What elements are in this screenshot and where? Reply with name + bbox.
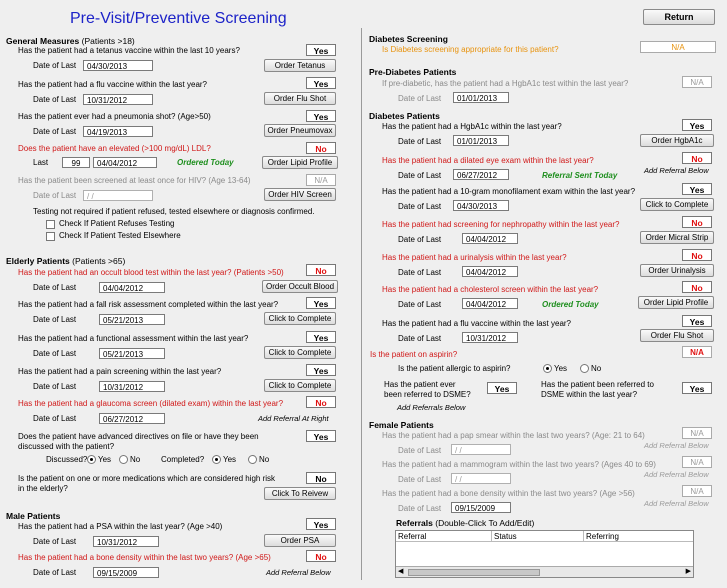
directives-question-line1: Does the patient have advanced directives on file or have they been xyxy=(18,432,259,441)
dsme-hint: Add Referrals Below xyxy=(397,403,466,412)
status-column-header[interactable]: Status xyxy=(492,531,584,542)
female-bone-date-label: Date of Last xyxy=(398,504,442,513)
pap-date-field[interactable]: / / xyxy=(451,444,511,455)
diabetes-screening-answer[interactable]: N/A xyxy=(640,41,716,53)
eye-exam-hint: Add Referral Below xyxy=(644,166,709,175)
functional-answer[interactable]: Yes xyxy=(306,331,336,343)
nephropathy-answer[interactable]: No xyxy=(682,216,712,228)
pain-answer[interactable]: Yes xyxy=(306,364,336,376)
pap-hint: Add Referral Below xyxy=(644,441,709,450)
pain-complete-button[interactable]: Click to Complete xyxy=(264,379,336,392)
diabetes-patients-header: Diabetes Patients xyxy=(369,111,440,121)
discussed-label: Discussed? xyxy=(46,455,88,464)
pain-question: Has the patient had a pain screening within the last year? xyxy=(18,367,222,376)
monofilament-complete-button[interactable]: Click to Complete xyxy=(640,198,714,211)
refuses-testing-checkbox[interactable] xyxy=(46,220,55,229)
order-hiv-screen-button[interactable]: Order HIV Screen xyxy=(264,188,336,201)
glaucoma-date-label: Date of Last xyxy=(33,414,77,423)
directives-answer[interactable]: Yes xyxy=(306,430,336,442)
aspirin-answer[interactable]: N/A xyxy=(682,346,712,358)
tetanus-date-label: Date of Last xyxy=(33,61,77,70)
completed-yes-label: Yes xyxy=(223,455,237,464)
hiv-date-field[interactable]: / / xyxy=(83,190,153,201)
aspirin-allergic-yes-radio[interactable] xyxy=(543,364,552,373)
completed-label: Completed? xyxy=(161,455,205,464)
dm-flu-question: Has the patient had a flu vaccine within the last year? xyxy=(382,319,571,328)
meds-question-line1: Is the patient on one or more medications which are considered high risk xyxy=(18,474,276,483)
dsme-ever-question-line1: Has the patient ever xyxy=(384,380,456,389)
meds-answer[interactable]: No xyxy=(306,472,336,484)
mammogram-date-label: Date of Last xyxy=(398,475,442,484)
flu-question: Has the patient had a flu vaccine within the last year? xyxy=(18,80,207,89)
hiv-note: Testing not required if patient refused, tested elsewhere or diagnosis confirmed. xyxy=(33,207,315,216)
order-flu-shot-button[interactable]: Order Flu Shot xyxy=(264,92,336,105)
glaucoma-date-field[interactable]: 06/27/2012 xyxy=(99,413,165,424)
referrals-header: Referrals (Double-Click To Add/Edit) xyxy=(396,518,535,528)
eye-exam-date-field[interactable]: 06/27/2012 xyxy=(453,169,509,180)
male-patients-header: Male Patients xyxy=(6,511,61,521)
referrals-table[interactable] xyxy=(395,530,694,578)
fall-risk-question: Has the patient had a fall risk assessment completed within the last year? xyxy=(18,300,279,309)
discussed-yes-radio[interactable] xyxy=(87,455,96,464)
referral-column-header[interactable]: Referral xyxy=(396,531,492,542)
dm-flu-answer[interactable]: Yes xyxy=(682,315,712,327)
glaucoma-question: Has the patient had a glaucoma screen (dilated exam) within the last year? xyxy=(18,399,284,408)
flu-date-label: Date of Last xyxy=(33,95,77,104)
functional-complete-button[interactable]: Click to Complete xyxy=(264,346,336,359)
dsme-year-question-line1: Has the patient been referred to xyxy=(541,380,654,389)
scroll-right-icon[interactable]: ▶ xyxy=(685,568,691,575)
order-micral-strip-button[interactable]: Order Micral Strip xyxy=(640,231,714,244)
functional-date-label: Date of Last xyxy=(33,349,77,358)
urinalysis-answer[interactable]: No xyxy=(682,249,712,261)
psa-date-field[interactable]: 10/31/2012 xyxy=(93,536,159,547)
completed-no-label: No xyxy=(259,455,270,464)
ldl-value-field[interactable]: 99 xyxy=(62,157,90,168)
return-button[interactable]: Return xyxy=(643,9,715,25)
order-a1c-button[interactable]: Order HgbA1c xyxy=(640,134,714,147)
nephropathy-question: Has the patient had screening for nephropathy within the last year? xyxy=(382,220,620,229)
a1c-date-label: Date of Last xyxy=(398,137,442,146)
male-bone-answer[interactable]: No xyxy=(306,550,336,562)
urinalysis-date-label: Date of Last xyxy=(398,268,442,277)
functional-date-field[interactable]: 05/21/2013 xyxy=(99,348,165,359)
discussed-yes-label: Yes xyxy=(98,455,112,464)
pneumonia-date-label: Date of Last xyxy=(33,127,77,136)
scroll-left-icon[interactable]: ◀ xyxy=(398,568,404,575)
mammogram-question: Has the patient had a mammogram within the last two years? (Ages 40 to 69) xyxy=(382,460,656,469)
urinalysis-question: Has the patient had a urinalysis within the last year? xyxy=(382,253,567,262)
occult-date-field[interactable]: 04/04/2012 xyxy=(99,282,165,293)
aspirin-allergic-no-radio[interactable] xyxy=(580,364,589,373)
hiv-answer[interactable]: N/A xyxy=(306,174,336,186)
fall-risk-date-field[interactable]: 05/21/2013 xyxy=(99,314,165,325)
mammogram-hint: Add Referral Below xyxy=(644,470,709,479)
female-bone-date-field[interactable]: 09/15/2009 xyxy=(451,502,511,513)
column-divider xyxy=(361,28,362,580)
page-title: Pre-Visit/Preventive Screening xyxy=(70,10,287,27)
diabetes-screening-question: Is Diabetes screening appropriate for this patient? xyxy=(382,45,559,54)
female-patients-header: Female Patients xyxy=(369,420,434,430)
dm-flu-date-label: Date of Last xyxy=(398,334,442,343)
order-lipid-profile-button[interactable]: Order Lipid Profile xyxy=(262,156,338,169)
pap-date-label: Date of Last xyxy=(398,446,442,455)
nephropathy-date-label: Date of Last xyxy=(398,235,442,244)
dsme-ever-question-line2: been referred to DSME? xyxy=(384,390,471,399)
monofilament-date-label: Date of Last xyxy=(398,202,442,211)
hiv-question: Has the patient been screened at least once for HIV? (Age 13-64) xyxy=(18,176,251,185)
aspirin-allergic-label: Is the patient allergic to aspirin? xyxy=(398,364,511,373)
occult-date-label: Date of Last xyxy=(33,283,77,292)
directives-question-line2: discussed with the patient? xyxy=(18,442,115,451)
pneumonia-question: Has the patient ever had a pneumonia shot? (Age>50) xyxy=(18,112,211,121)
a1c-question: Has the patient had a HgbA1c within the last year? xyxy=(382,122,562,131)
discussed-no-radio[interactable] xyxy=(119,455,128,464)
cholesterol-date-field[interactable]: 04/04/2012 xyxy=(462,298,518,309)
review-meds-button[interactable]: Click To Reivew xyxy=(264,487,336,500)
prediabetes-date-field[interactable]: 01/01/2013 xyxy=(453,92,509,103)
monofilament-answer[interactable]: Yes xyxy=(682,183,712,195)
pain-date-label: Date of Last xyxy=(33,382,77,391)
ldl-question: Does the patient have an elevated (>100 mg/dL) LDL? xyxy=(18,144,211,153)
order-pneumovax-button[interactable]: Order Pneumovax xyxy=(264,124,336,137)
psa-answer[interactable]: Yes xyxy=(306,518,336,530)
eye-exam-question: Has the patient had a dilated eye exam within the last year? xyxy=(382,156,594,165)
prediabetes-date-label: Date of Last xyxy=(398,94,442,103)
prediabetes-question: If pre-diabetic, has the patient had a HgbA1c test within the last year? xyxy=(382,79,629,88)
occult-question: Has the patient had an occult blood test within the last year? (Patients >50) xyxy=(18,268,284,277)
pneumonia-answer[interactable]: Yes xyxy=(306,110,336,122)
completed-no-radio[interactable] xyxy=(248,455,257,464)
tested-elsewhere-checkbox[interactable] xyxy=(46,232,55,241)
refuses-testing-label: Check If Patient Refuses Testing xyxy=(59,219,175,228)
monofilament-date-field[interactable]: 04/30/2013 xyxy=(453,200,509,211)
nephropathy-date-field[interactable]: 04/04/2012 xyxy=(462,233,518,244)
dm-flu-date-field[interactable]: 10/31/2012 xyxy=(462,332,518,343)
a1c-answer[interactable]: Yes xyxy=(682,119,712,131)
fall-risk-answer[interactable]: Yes xyxy=(306,297,336,309)
cholesterol-question: Has the patient had a cholesterol screen within the last year? xyxy=(382,285,599,294)
female-bone-answer[interactable]: N/A xyxy=(682,485,712,497)
referrals-horizontal-scrollbar[interactable] xyxy=(396,566,693,577)
ldl-answer[interactable]: No xyxy=(306,142,336,154)
ldl-last-label: Last xyxy=(33,158,49,167)
flu-answer[interactable]: Yes xyxy=(306,77,336,89)
male-bone-date-field[interactable]: 09/15/2009 xyxy=(93,567,159,578)
tested-elsewhere-label: Check If Patient Tested Elsewhere xyxy=(59,231,181,240)
hiv-date-label: Date of Last xyxy=(33,191,77,200)
psa-question: Has the patient had a PSA within the last year? (Age >40) xyxy=(18,522,223,531)
cholesterol-status: Ordered Today xyxy=(542,300,599,309)
dsme-year-question-line2: DSME within the last year? xyxy=(541,390,638,399)
completed-yes-radio[interactable] xyxy=(212,455,221,464)
aspirin-question: Is the patient on aspirin? xyxy=(370,350,458,359)
order-lipid-profile-button-dm[interactable]: Order Lipid Profile xyxy=(638,296,714,309)
male-bone-question: Has the patient had a bone density within the last two years? (Age >65) xyxy=(18,553,271,562)
order-urinalysis-button[interactable]: Order Urinalysis xyxy=(640,264,714,277)
scroll-thumb[interactable] xyxy=(408,569,540,576)
pain-date-field[interactable]: 10/31/2012 xyxy=(99,381,165,392)
occult-answer[interactable]: No xyxy=(306,264,336,276)
ldl-date-field[interactable]: 04/04/2012 xyxy=(93,157,157,168)
tetanus-date-field[interactable]: 04/30/2013 xyxy=(83,60,153,71)
discussed-no-label: No xyxy=(130,455,141,464)
monofilament-question: Has the patient had a 10-gram monofilament exam within the last year? xyxy=(382,187,636,196)
order-tetanus-button[interactable]: Order Tetanus xyxy=(264,59,336,72)
tetanus-question: Has the patient had a tetanus vaccine within the last 10 years? xyxy=(18,46,240,55)
female-bone-question: Has the patient had a bone density within the last two years? (Age >56) xyxy=(382,489,635,498)
male-bone-hint: Add Referral Below xyxy=(266,568,331,577)
fall-risk-date-label: Date of Last xyxy=(33,315,77,324)
eye-exam-answer[interactable]: No xyxy=(682,152,712,164)
meds-question-line2: in the elderly? xyxy=(18,484,68,493)
functional-question: Has the patient had a functional assessment within the last year? xyxy=(18,334,249,343)
mammogram-date-field[interactable]: / / xyxy=(451,473,511,484)
ldl-status: Ordered Today xyxy=(177,158,234,167)
pap-question: Has the patient had a pap smear within the last two years? (Age: 21 to 64) xyxy=(382,431,645,440)
psa-date-label: Date of Last xyxy=(33,537,77,546)
aspirin-allergic-yes-label: Yes xyxy=(554,364,568,373)
tetanus-answer[interactable]: Yes xyxy=(306,44,336,56)
aspirin-allergic-no-label: No xyxy=(591,364,602,373)
pap-answer[interactable]: N/A xyxy=(682,427,712,439)
dm-order-flu-shot-button[interactable]: Order Flu Shot xyxy=(640,329,714,342)
glaucoma-hint: Add Referral At Right xyxy=(258,414,329,423)
diabetes-screening-header: Diabetes Screening xyxy=(369,34,448,44)
elderly-patients-header: Elderly Patients (Patients >65) xyxy=(6,256,126,266)
eye-exam-date-label: Date of Last xyxy=(398,171,442,180)
urinalysis-date-field[interactable]: 04/04/2012 xyxy=(462,266,518,277)
order-psa-button[interactable]: Order PSA xyxy=(264,534,336,547)
female-bone-hint: Add Referral Below xyxy=(644,499,709,508)
eye-exam-status: Referral Sent Today xyxy=(542,171,618,180)
prediabetes-header: Pre-Diabetes Patients xyxy=(369,67,457,77)
dsme-ever-answer[interactable]: Yes xyxy=(487,382,517,394)
fall-risk-complete-button[interactable]: Click to Complete xyxy=(264,312,336,325)
flu-date-field[interactable]: 10/31/2012 xyxy=(83,94,153,105)
cholesterol-date-label: Date of Last xyxy=(398,300,442,309)
male-bone-date-label: Date of Last xyxy=(33,568,77,577)
referring-column-header[interactable]: Referring xyxy=(584,531,693,542)
cholesterol-answer[interactable]: No xyxy=(682,281,712,293)
glaucoma-answer[interactable]: No xyxy=(306,396,336,408)
prediabetes-answer[interactable]: N/A xyxy=(682,76,712,88)
a1c-date-field[interactable]: 01/01/2013 xyxy=(453,135,509,146)
mammogram-answer[interactable]: N/A xyxy=(682,456,712,468)
dsme-year-answer[interactable]: Yes xyxy=(682,382,712,394)
general-measures-header: General Measures (Patients >18) xyxy=(6,36,135,46)
pneumonia-date-field[interactable]: 04/19/2013 xyxy=(83,126,153,137)
order-occult-blood-button[interactable]: Order Occult Blood xyxy=(262,280,338,293)
